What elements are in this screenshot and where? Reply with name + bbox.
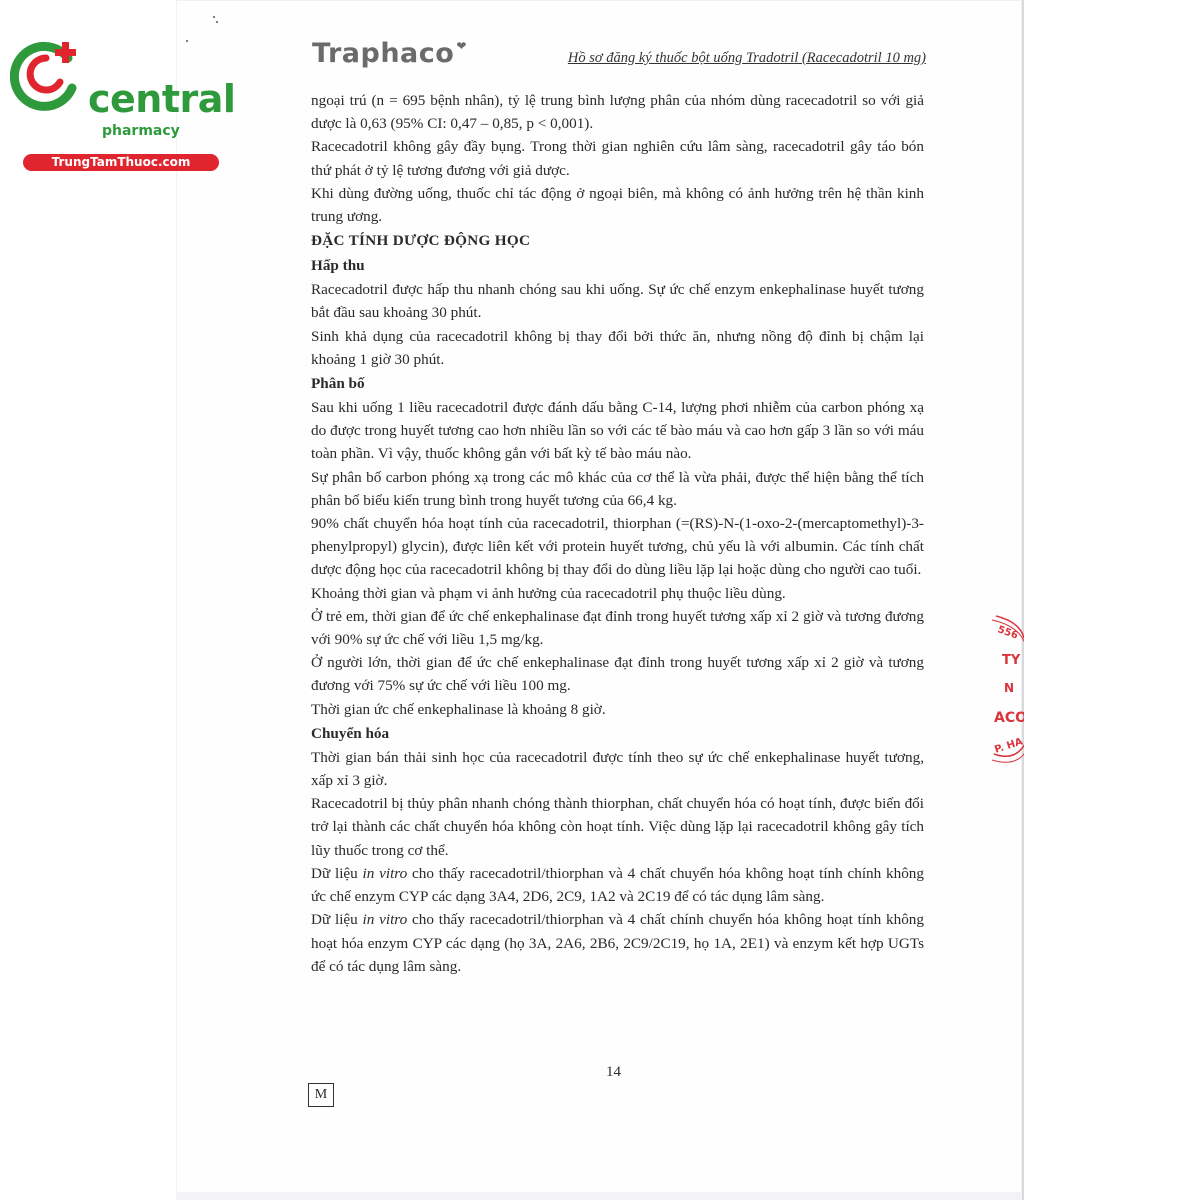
company-stamp xyxy=(990,612,1028,767)
scan-speck xyxy=(213,16,215,18)
paragraph: Ở người lớn, thời gian để ức chế enkephalinase đạt đỉnh trong huyết tương xấp xỉ 2 giờ và tương đương với 75% sự ức chế với liều 100 mg. xyxy=(311,654,924,695)
section-heading: ĐẶC TÍNH DƯỢC ĐỘNG HỌC xyxy=(311,232,531,250)
paragraph xyxy=(311,908,924,978)
paragraph: Sự phân bố carbon phóng xạ trong các mô khác của cơ thể là vừa phải, được thể hiện bằng thể tích phân bố biểu kiến trung bình trong huyết tương của 66,4 kg. xyxy=(311,468,924,509)
page-number: 14 xyxy=(606,1064,621,1080)
document-body xyxy=(311,89,924,978)
svg-text:P. HA: P. HA xyxy=(993,736,1025,756)
svg-text:N: N xyxy=(1004,681,1015,695)
logo-subtitle-text: pharmacy xyxy=(102,123,180,139)
logo-banner-text: TrungTamThuoc.com xyxy=(23,154,219,171)
italic-term: in vitro xyxy=(362,911,408,929)
marker-box: M xyxy=(308,1083,334,1107)
subsection-heading-metabolism: Chuyển hóa xyxy=(311,724,390,742)
paragraph: ngoại trú (n = 695 bệnh nhân), tỷ lệ trung bình lượng phân của nhóm dùng racecadotril so với giả dược là 0,63 (95% CI: 0,47 – 0,85, p < 0,001). xyxy=(311,92,924,133)
svg-text:556: 556 xyxy=(995,624,1020,642)
subsection-heading-absorption: Hấp thu xyxy=(311,257,365,275)
svg-text:ACO: ACO xyxy=(994,710,1028,726)
paragraph: Ở trẻ em, thời gian để ức chế enkephalinase đạt đỉnh trong huyết tương xấp xỉ 2 giờ và tương đương với 90% sự ức chế với liều 1,5 mg/kg. xyxy=(311,607,924,649)
paragraph: Sinh khả dụng của racecadotril không bị thay đổi bởi thức ăn, nhưng nồng độ đỉnh bị chậm lại khoảng 1 giờ 30 phút. xyxy=(311,327,924,368)
traphaco-brand xyxy=(312,38,467,69)
paragraph-text: Dữ liệu xyxy=(311,911,363,929)
paragraph: Thời gian ức chế enkephalinase là khoảng 8 giờ. xyxy=(311,700,606,718)
brand-leaf-icon: ❤ xyxy=(456,39,467,53)
paragraph: Khoảng thời gian và phạm vi ảnh hưởng của racecadotril phụ thuộc liều dùng. xyxy=(311,584,786,602)
svg-text:TY: TY xyxy=(1002,653,1021,668)
scan-speck xyxy=(216,21,218,23)
logo-emblem-icon xyxy=(10,36,90,116)
paragraph: Racecadotril không gây đầy bụng. Trong thời gian nghiên cứu lâm sàng, racecadotril gây táo bón thứ phát ở tỷ lệ tương đương với giả dược. xyxy=(311,138,924,179)
paragraph: 90% chất chuyển hóa hoạt tính của racecadotril, thiorphan (=(RS)-N-(1-oxo-2-(mercaptomethyl)-3-phenylpropyl) glycin), được liên kết với protein huyết tương, chủ yếu là với albumin. Các tính chất dược động học của racecadotril không bị thay đổi do dùng liều lặp lại hoặc dùng cho người cao tuổi. xyxy=(311,515,924,579)
paragraph-text: cho thấy racecadotril/thiorphan và 4 chất chính chuyển hóa không hoạt tính không hoạt hóa enzym CYP các dạng (họ 3A, 2A6, 2B6, 2C9/2C19, họ 1A, 2E1) và enzym kết hợp UGTs để có tác dụng lâm sàng. xyxy=(311,911,924,975)
paragraph xyxy=(311,862,924,908)
central-pharmacy-logo xyxy=(10,36,236,169)
paragraph: Sau khi uống 1 liều racecadotril được đánh dấu bằng C-14, lượng phơi nhiễm của carbon phóng xạ do được trong huyết tương cao hơn nhiều lần so với các tế bào máu và cao hơn gấp 3 lần so với máu toàn phần. Vì vậy, thuốc không gắn với bất kỳ tế bào máu nào. xyxy=(311,399,924,463)
brand-name: Traphaco xyxy=(312,38,455,69)
italic-term: in vitro xyxy=(362,864,408,882)
subsection-heading-distribution: Phân bố xyxy=(311,375,365,393)
paragraph: Racecadotril bị thủy phân nhanh chóng thành thiorphan, chất chuyển hóa có hoạt tính, được biến đổi trở lại thành các chất chuyển hóa không còn hoạt tính. Việc dùng lặp lại racecadotril không gây tích lũy thuốc trong cơ thể. xyxy=(311,795,924,859)
document-title: Hồ sơ đăng ký thuốc bột uống Tradotril (Racecadotril 10 mg) xyxy=(567,50,926,66)
logo-brand-text: central xyxy=(88,77,236,121)
stamp-seal-icon xyxy=(990,612,1028,767)
paragraph: Khi dùng đường uống, thuốc chỉ tác động ở ngoại biên, mà không có ảnh hưởng trên hệ thần kinh trung ương. xyxy=(311,184,924,226)
paragraph: Racecadotril được hấp thu nhanh chóng sau khi uống. Sự ức chế enzym enkephalinase huyết tương bắt đầu sau khoảng 30 phút. xyxy=(311,281,924,322)
paragraph-text: Dữ liệu xyxy=(311,864,363,882)
paragraph-text: cho thấy racecadotril/thiorphan và 4 chất chuyển hóa không hoạt tính chính không ức chế enzym CYP các dạng 3A4, 2D6, 2C9, 1A2 và 2C19 để có tác dụng lâm sàng. xyxy=(311,864,924,906)
page-bottom-edge xyxy=(176,1192,1022,1200)
paragraph: Thời gian bán thải sinh học của racecadotril được tính theo sự ức chế enkephalinase huyết tương, xấp xỉ 3 giờ. xyxy=(311,748,924,790)
